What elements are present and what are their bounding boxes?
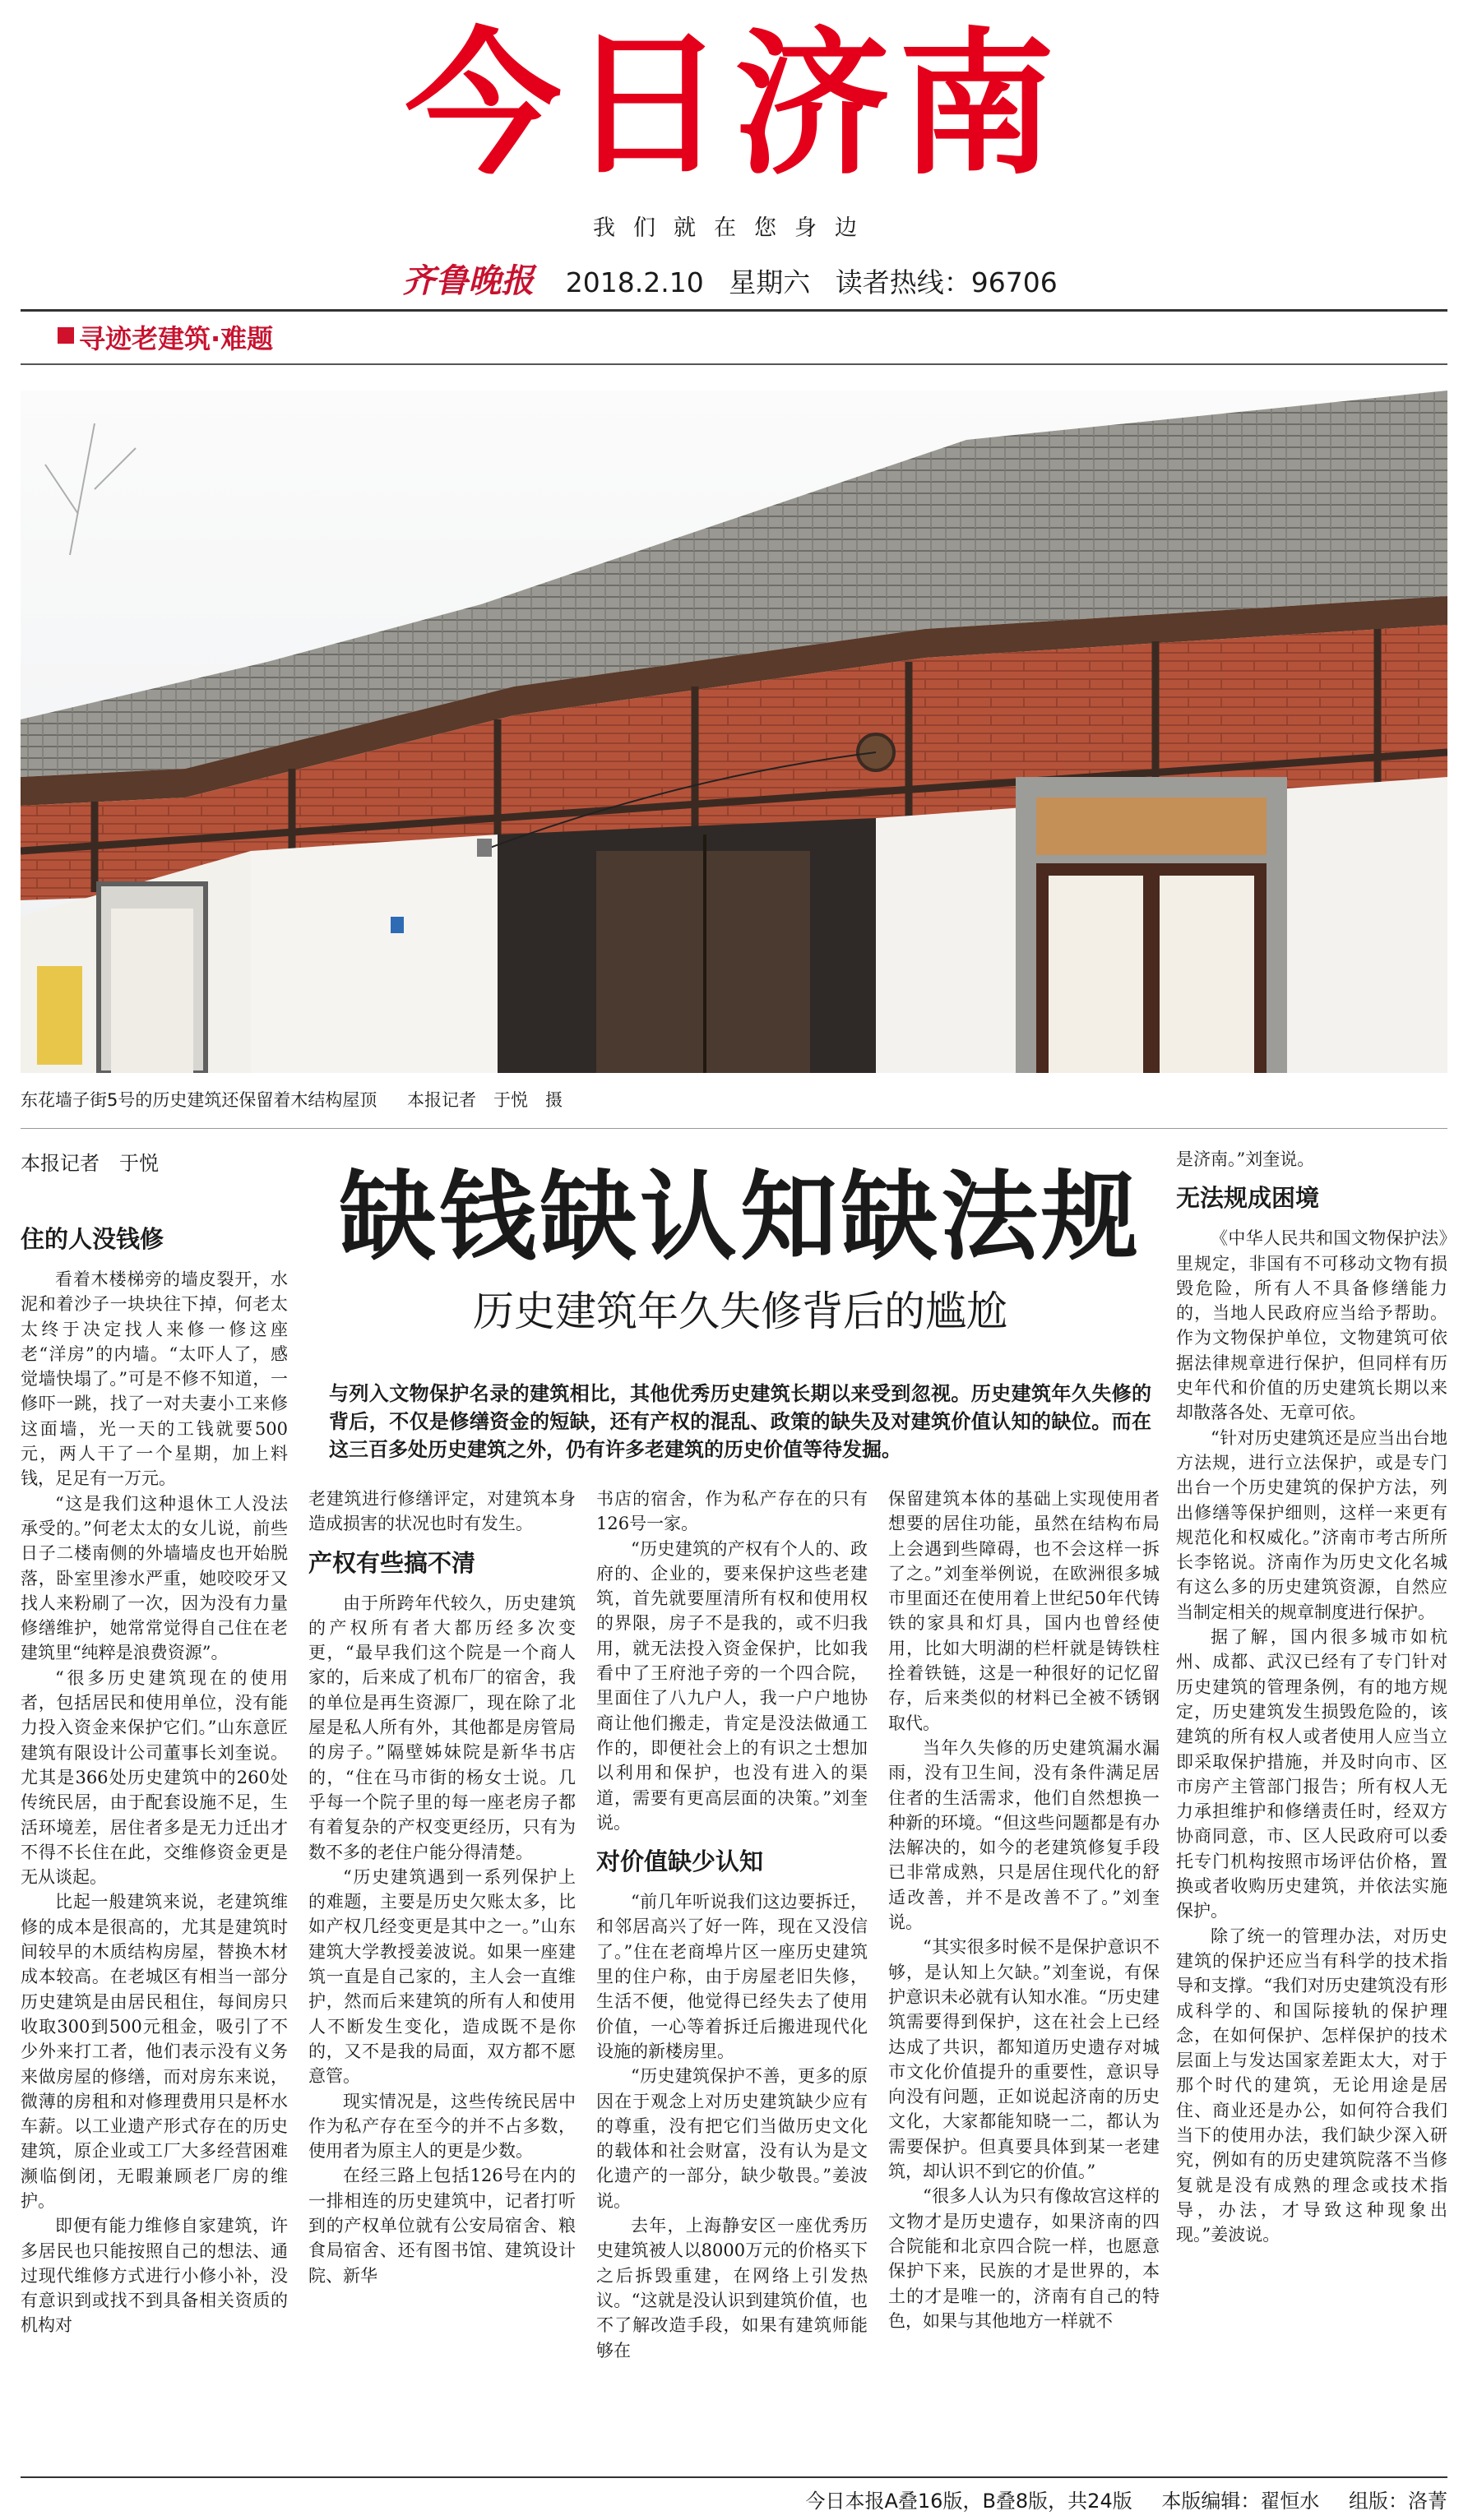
page-footer: [782, 2485, 1447, 2513]
paragraph-continued: 保留建筑本体的基础上实现使用者想要的居住功能，虽然在结构布局上会遇到些障碍，也不会这样一拆了之。”刘奎举例说，在欧洲很多城市里面还在使用着上世纪50年代铸铁的家具和灯具，国内也曾经使用，比如大明湖的栏杆就是铸铁柱拴着铁链，这是一种很好的记忆留存，后来类似的材料已全被不锈钢取代。: [888, 1489, 1160, 1733]
paragraph: 现实情况是，这些传统民居中作为私产存在至今的并不占多数，使用者为原主人的更是少数。: [308, 2091, 576, 2162]
paragraph: “历史建筑保护不善，更多的原因在于观念上对历史建筑缺少应有的尊重，没有把它们当做历史文化的载体和社会财富，没有认为是文化遗产的一部分，缺少敬畏。”姜波说。: [596, 2066, 868, 2211]
section-divider: [21, 363, 1447, 365]
article-column-3: [596, 1487, 868, 2465]
newspaper-brand-logo: 齐鲁晚报: [402, 261, 535, 300]
section-heading: 住的人没钱修: [21, 1225, 164, 1253]
paragraph: “很多人认为只有像故宫这样的文物才是历史遗存，如果济南的四合院能和北京四合院一样，也愿意保护下来，民族的才是世界的，本土的才是唯一的，济南有自己的特色，如果与其他地方一样就不: [888, 2186, 1160, 2331]
photo-caption-text: 东花墙子街5号的历史建筑还保留着木结构屋顶: [21, 1090, 377, 1110]
paragraph: 除了统一的管理办法，对历史建筑的保护还应当有科学的技术指导和支撑。“我们对历史建筑没有形成科学的、和国际接轨的保护理念，在如何保护、怎样保护的技术层面上与发达国家差距太大，对于那个时代的建筑，无论用途是居住、商业还是办公，如何符合我们当下的使用办法，我们缺少深入研究，例如有的历史建筑院落不当修复就是没有成熟的理念或技术指导，办法，才导致这种现象出现。”姜波说。: [1176, 1926, 1447, 2245]
article-lead: 与列入文物保护名录的建筑相比，其他优秀历史建筑长期以来受到忽视。历史建筑年久失修的背后，不仅是修缮资金的短缺，还有产权的混乱、政策的缺失及对建筑价值认知的缺位。而在这三百多处历史建筑之外，仍有许多老建筑的历史价值等待发掘。: [329, 1382, 1151, 1461]
paragraph: “前几年听说我们这边要拆迁，和邻居高兴了好一阵，现在又没信了。”住在老商埠片区一座历史建筑里的住户称，由于房屋老旧失修，生活不便，他觉得已经失去了使用价值，一心等着拆迁后搬进现代化设施的新楼房里。: [596, 1892, 868, 2061]
paragraph: 比起一般建筑来说，老建筑维修的成本是很高的，尤其是建筑时间较早的木质结构房屋，替换木材成本较高。在老城区有相当一部分历史建筑是由居民租住，每间房只收取300到500元租金，吸引了不少外来打工者，他们表示没有义务来做房屋的修缮，而对房东来说，微薄的房租和对修理费用只是杯水车薪。以工业遗产形式存在的历史建筑，原企业或工厂大多经营困难濒临倒闭，无暇兼顾老厂房的维护。: [21, 1892, 288, 2211]
masthead-slogan: 我们就在您身边: [593, 215, 875, 241]
section-label: 寻迹老建筑·难题: [79, 323, 274, 354]
footer-layout: 组版：洛菁: [1349, 2490, 1447, 2513]
article-photo: [21, 391, 1447, 1073]
paragraph: “针对历史建筑还是应当出台地方法规，进行立法保护，或是专门出台一个历史建筑的保护方法，列出修缮等保护细则，这样一来更有规范化和权威化。”济南市考古所所长李铭说。济南作为历史文化名城有这么多的历史建筑资源，自然应当制定相关的规章制度进行保护。: [1176, 1427, 1447, 1622]
paragraph: 《中华人民共和国文物保护法》里规定，非国有不可移动文物有损毁危险，所有人不具备修缮能力的，当地人民政府应当给予帮助。作为文物保护单位，文物建筑可依据法律规章进行保护，但同样有历史年代和价值的历史建筑长期以来却散落各处、无章可依。: [1176, 1228, 1447, 1423]
issue-weekday: 星期六: [729, 266, 811, 298]
article-column-1: [21, 1213, 288, 2462]
article-column-2: [308, 1487, 576, 2465]
paragraph-continued: 老建筑进行修缮评定，对建筑本身造成损害的状况也时有发生。: [308, 1489, 576, 1534]
paragraph: “这是我们这种退休工人没法承受的。”何老太太的女儿说，前些日子二楼南侧的外墙墙皮也开始脱落，卧室里渗水严重，她咬咬牙又找人来粉刷了一次，因为没有力量修缮维护，她常常觉得自己住在老建筑里“纯粹是浪费资源”。: [21, 1493, 288, 1663]
photo-caption: [21, 1087, 587, 1112]
reader-hotline: 读者热线：96706: [835, 266, 1058, 298]
paragraph: 由于所跨年代较久，历史建筑的产权所有者大都历经多次变更，“最早我们这个院是一个商人家的，后来成了机布厂的宿舍，我的单位是再生资源厂，现在除了北屋是私人所有外，其他都是房管局的房子。”隔壁姊妹院是新华书店的，“住在马市街的杨女士说。几乎每一个院子里的每一座老房子都有着复杂的产权变更经历，只有为数不多的老住户能分得清楚。: [308, 1593, 576, 1862]
paragraph-continued: 是济南。”刘奎说。: [1176, 1149, 1315, 1169]
footer-page-count: 今日本报A叠16版，B叠8版，共24版: [805, 2490, 1132, 2513]
masthead-divider: [21, 309, 1447, 312]
section-heading: 对价值缺少认知: [596, 1847, 764, 1876]
byline-divider: [21, 1128, 1447, 1129]
section-heading: 产权有些搞不清: [308, 1548, 476, 1577]
article-byline: 本报记者 于悦: [21, 1152, 159, 1175]
paragraph: “历史建筑遇到一系列保护上的难题，主要是历史欠账太多，比如产权几经变更是其中之一。”山东建筑大学教授姜波说。如果一座建筑一直是自己家的，主人会一直维护，然而后来建筑的所有人和使用人不断发生变化，造成既不是你的，又不是我的局面，双方都不愿意管。: [308, 1866, 576, 2087]
paragraph: 去年，上海静安区一座优秀历史建筑被人以8000万元的价格买下之后拆毁重建，在网络上引发热议。“这就是没认识到建筑价值，也不了解改造手段，如果有建筑师能够在: [596, 2216, 868, 2360]
section-square-icon: [58, 327, 74, 344]
footer-divider: [21, 2476, 1447, 2478]
section-heading: 无法规成困境: [1176, 1184, 1320, 1213]
article-headline: 缺钱缺认知缺法规: [338, 1160, 1142, 1274]
article-column-4: [888, 1487, 1160, 2465]
paragraph: 据了解，国内很多城市如杭州、成都、武汉已经有了专门针对历史建筑的管理条例，有的地方规定，历史建筑发生损毁危险的，该建筑的所有权人或者使用人应当立即采取保护措施，并及时向市、区市房产主管部门报告；所有权人无力承担维护和修缮责任时，经双方协商同意，市、区人民政府可以委托专门机构按照市场评估价格，置换或者收购历史建筑，并依法实施保护。: [1176, 1627, 1447, 1921]
paragraph: “历史建筑的产权有个人的、政府的、企业的，要来保护这些老建筑，首先就要厘清所有权和使用权的界限，房子不是我的，或不归我用，就无法投入资金保护，比如我看中了王府池子旁的一个四合院，里面住了八九户人，我一户户地协商让他们搬走，肯定是没法做通工作的，即便社会上的有识之士想加以利用和保护，也没有进入的渠道，需要有更高层面的决策。”刘奎说。: [596, 1538, 868, 1833]
paragraph: 在经三路上包括126号在内的一排相连的历史建筑中，记者打听到的产权单位就有公安局宿舍、粮食局宿舍、还有图书馆、建筑设计院、新华: [308, 2166, 576, 2286]
issue-info-row: [0, 255, 1468, 302]
footer-editor: 本版编辑：翟恒水: [1161, 2490, 1320, 2513]
historic-building-illustration: [21, 391, 1447, 1073]
article-column-5: [1176, 1147, 1447, 2462]
photo-credit: 本报记者 于悦 摄: [407, 1090, 563, 1110]
paragraph: 当年久失修的历史建筑漏水漏雨，没有卫生间，没有条件满足居住者的生活需求，他们自然想换一种新的环境。“但这些问题都是有办法解决的，如今的老建筑修复手段已非常成熟，只是居住现代化的舒适改善，并不是改善不了。”刘奎说。: [888, 1737, 1160, 1933]
paragraph: 即便有能力维修自家建筑，许多居民也只能按照自己的想法、通过现代维修方式进行小修小补，没有意识到或找不到具备相关资质的机构对: [21, 2216, 288, 2336]
masthead-title: 今日济南: [405, 14, 1063, 196]
issue-date: 2018.2.10: [565, 266, 704, 298]
paragraph: “其实很多时候不是保护意识不够，是认知上欠缺。”刘奎说，有保护意识未必就有认知水准。“历史建筑需要得到保护，这在社会上已经达成了共识，都知道历史遗存对城市文化价值提升的重要性，意识导向没有问题，正如说起济南的历史文化，大家都能知晓一二，都认为需要保护。但真要具体到某一老建筑，却认识不到它的价值。”: [888, 1937, 1160, 2182]
article-subheadline: 历史建筑年久失修背后的尴尬: [473, 1288, 1007, 1335]
paragraph: “很多历史建筑现在的使用者，包括居民和使用单位，没有能力投入资金来保护它们。”山东意匠建筑有限设计公司董事长刘奎说。尤其是366处历史建筑中的260处传统民居，由于配套设施不足，生活环境差，居住者多是无力迁出才不得不长住在此，交维修资金更是无从谈起。: [21, 1667, 288, 1888]
paragraph: 看着木楼梯旁的墙皮裂开，水泥和着沙子一块块往下掉，何老太太终于决定找人来修一修这座老“洋房”的内墙。“太吓人了，感觉墙快塌了。”可是不修不知道，一修吓一跳，找了一对夫妻小工来修这面墙，光一天的工钱就要500元，两人干了一个星期，加上料钱，足足有一万元。: [21, 1269, 288, 1489]
paragraph-continued: 书店的宿舍，作为私产存在的只有126号一家。: [596, 1489, 868, 1534]
